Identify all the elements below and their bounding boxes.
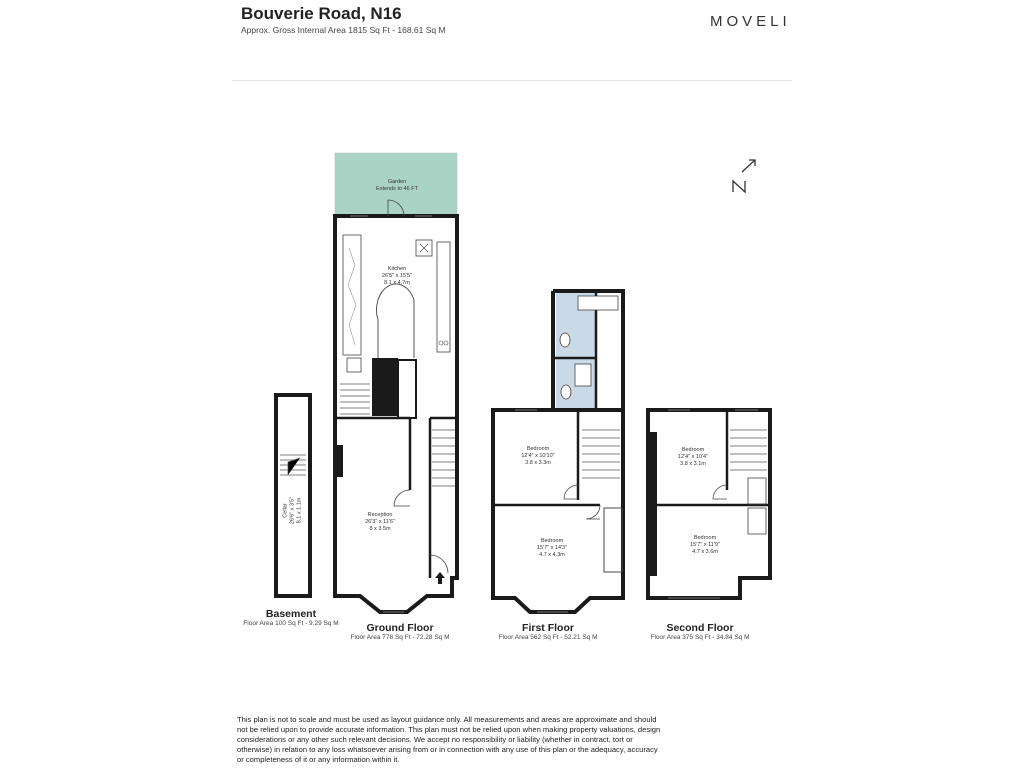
property-title: Bouverie Road, N16 [241,4,402,23]
north-compass-icon [733,160,755,192]
ground-floor-plan [335,153,457,612]
floor-name: Second Floor [666,622,734,634]
room-label-second-bedroom-rear: Bedroom 12'4" x 10'4" 3.8 x 3.1m [677,447,709,467]
room-label-cellar: Cellar 26'6" x 3'5" 8.1 x 1.1m [282,496,303,525]
moveli-logo: MOVELI [710,13,791,30]
first-floor-label [493,622,603,641]
second-floor-label [645,622,755,641]
room-label-garden: Garden Extends to 46 FT [376,179,418,192]
floor-area: Floor Area 778 Sq Ft - 72.28 Sq M [350,634,450,641]
disclaimer-text: This plan is not to scale and must be used as layout guidance only. All measurements and areas are approximate and should not be relied upon to provide accurate information. This plan must not be relied upon when making property valuations, design considerations or any other such relevant decisions. We accept no responsibility or liability (whether in contract, tort or otherwise) in relation to any loss whatsoever arising from or in connection with any use of this plan or the adequacy, accuracy or completeness of it or any information within it. [237,715,661,764]
ground-floor-label [345,622,455,641]
basement-label [236,608,346,627]
room-label-kitchen: Kitchen 26'5" x 15'5" 8.1 x 4.7m [381,266,413,286]
floor-name: Ground Floor [366,622,434,634]
floor-area: Floor Area 562 Sq Ft - 52.21 Sq M [498,634,598,641]
room-label-first-bedroom-rear: Bedroom 12'4" x 10'10" 3.8 x 3.3m [521,446,555,466]
gross-area-subtitle: Approx. Gross Internal Area 1815 Sq Ft - 168.61 Sq M [241,25,446,35]
floor-area: Floor Area 100 Sq Ft - 9.29 Sq M [243,620,339,627]
floor-name: First Floor [522,622,574,634]
room-label-first-bedroom-front: Bedroom 15'7" x 14'3" 4.7 x 4.3m [536,538,568,558]
floor-name: Basement [265,608,317,620]
floor-area: Floor Area 375 Sq Ft - 34.84 Sq M [650,634,750,641]
room-label-second-bedroom-front: Bedroom 15'7" x 11'9" 4.7 x 3.6m [690,535,720,555]
second-floor-plan [648,410,770,598]
room-label-reception: Reception 26'3" x 11'6" 8 x 3.5m [365,512,395,532]
